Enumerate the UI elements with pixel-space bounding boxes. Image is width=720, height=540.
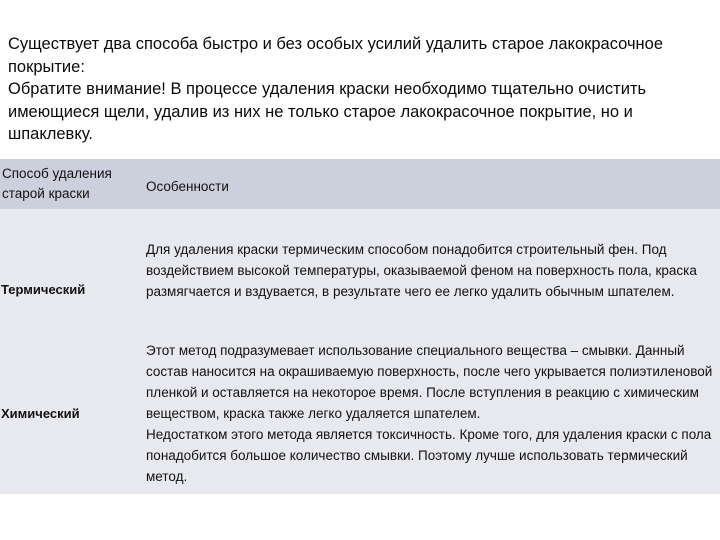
method-thermal: Термический — [0, 209, 138, 332]
header-method: Способ удаления старой краски — [0, 159, 138, 209]
intro-text — [8, 33, 716, 146]
features-chemical-text-1: Этот метод подразумевает использование специального вещества – смывки. Данный состав наносится на окрашиваемую поверхность, после чего укрывается полиэтиленовой пленкой и оставляется на некоторое время. После вступления в реакцию с химическим веществом, краска также легко удаляется шпателем. — [146, 342, 713, 421]
table-row — [0, 209, 720, 332]
header-features: Особенности — [138, 159, 720, 209]
method-chemical: Химический — [0, 332, 138, 494]
paint-removal-table — [0, 159, 720, 494]
features-thermal — [138, 209, 720, 332]
intro-paragraph-1: Существует два способа быстро и без особых усилий удалить старое лакокрасочное покрытие: — [8, 35, 664, 76]
intro-paragraph-2: Обратите внимание! В процессе удаления краски необходимо тщательно очистить имеющиеся щели, удалив из них не только старое лакокрасочное покрытие, но и шпаклевку. — [8, 80, 647, 143]
table-header-row — [0, 159, 720, 209]
table-row — [0, 332, 720, 494]
features-chemical — [138, 332, 720, 494]
features-thermal-text: Для удаления краски термическим способом понадобится строительный фен. Под воздействием высокой температуры, оказываемой феном на поверхность пола, краска размягчается и вздувается, в результате чего ее легко удалить обычным шпателем. — [146, 242, 697, 299]
features-chemical-text-2: Недостатком этого метода является токсичность. Кроме того, для удаления краски с пола понадобится большое количество смывки. Поэтому лучше использовать термический метод. — [146, 426, 712, 484]
